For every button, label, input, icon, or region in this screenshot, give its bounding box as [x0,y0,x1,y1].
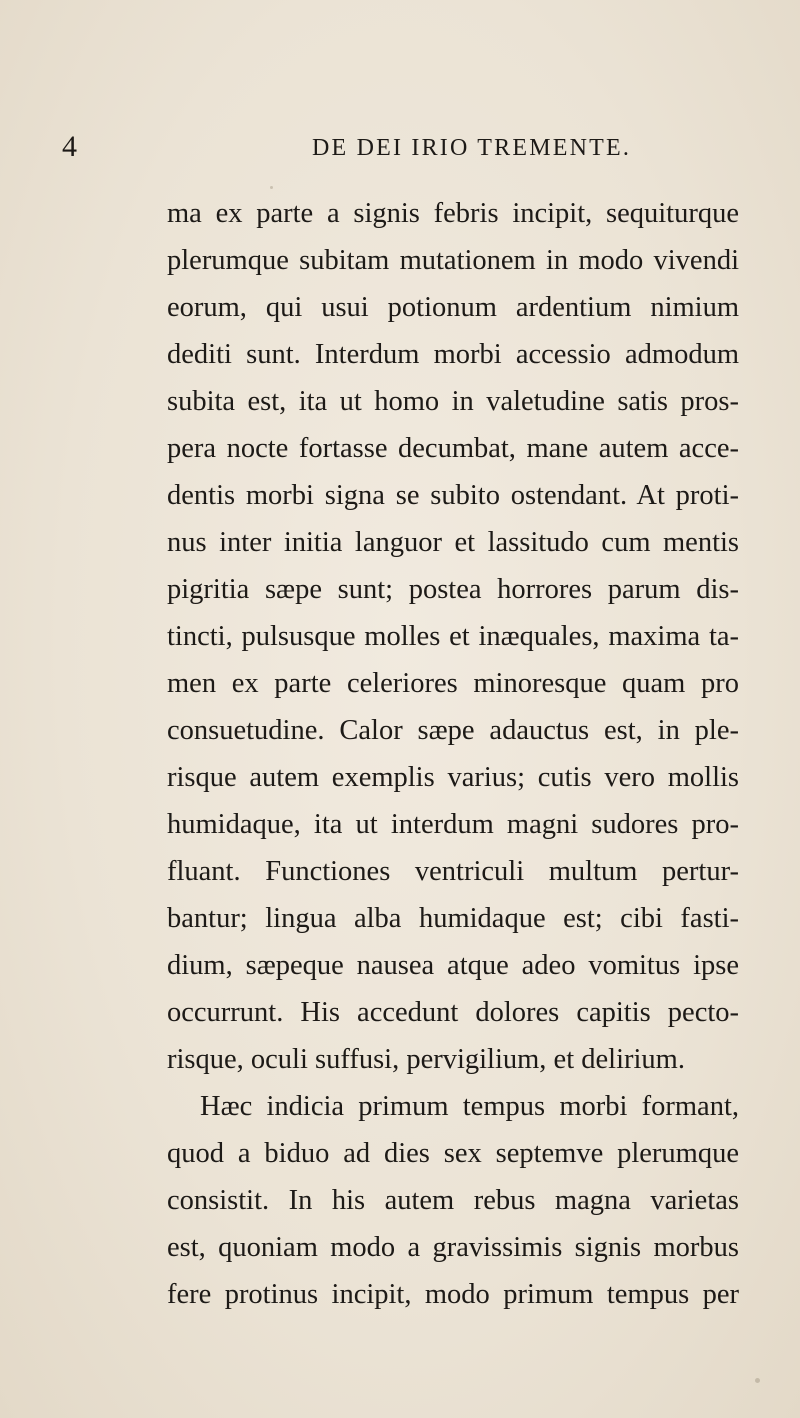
text-line: humidaque, ita ut interdum magni sudores pro- [167,809,739,840]
text-line: fere protinus incipit, modo primum tempus per [167,1279,739,1310]
text-line: subita est, ita ut homo in valetudine satis pros- [167,386,739,417]
text-line: fluant. Functiones ventriculi multum pertur- [167,856,739,887]
text-line: consuetudine. Calor sæpe adauctus est, in ple- [167,715,739,746]
text-line: consistit. In his autem rebus magna varietas [167,1185,739,1216]
paper-speck [270,186,273,189]
text-line: occurrunt. His accedunt dolores capitis pecto- [167,997,739,1028]
text-line: eorum, qui usui potionum ardentium nimium [167,292,739,323]
paper-speck [755,1378,760,1383]
text-line: risque autem exemplis varius; cutis vero mollis [167,762,739,793]
text-line: men ex parte celeriores minoresque quam pro [167,668,739,699]
text-line: dediti sunt. Interdum morbi accessio admodum [167,339,739,370]
body-text [167,190,739,1318]
page-number: 4 [62,130,77,163]
text-line: Hæc indicia primum tempus morbi formant, [200,1091,739,1122]
text-line: dium, sæpeque nausea atque adeo vomitus ipse [167,950,739,981]
text-line: bantur; lingua alba humidaque est; cibi fasti- [167,903,739,934]
text-line: ma ex parte a signis febris incipit, sequiturque [167,198,739,229]
page-header [62,132,712,168]
text-line: dentis morbi signa se subito ostendant. At proti- [167,480,739,511]
text-line: est, quoniam modo a gravissimis signis morbus [167,1232,739,1263]
text-line: plerumque subitam mutationem in modo vivendi [167,245,739,276]
running-head: DE DEI IRIO TREMENTE. [312,135,632,161]
text-line: tincti, pulsusque molles et inæquales, maxima ta- [167,621,739,652]
text-line: nus inter initia languor et lassitudo cum mentis [167,527,739,558]
text-line: pera nocte fortasse decumbat, mane autem acce- [167,433,739,464]
text-line: pigritia sæpe sunt; postea horrores parum dis- [167,574,739,605]
text-line: risque, oculi suffusi, pervigilium, et delirium. [167,1044,685,1075]
text-line: quod a biduo ad dies sex septemve plerumque [167,1138,739,1169]
